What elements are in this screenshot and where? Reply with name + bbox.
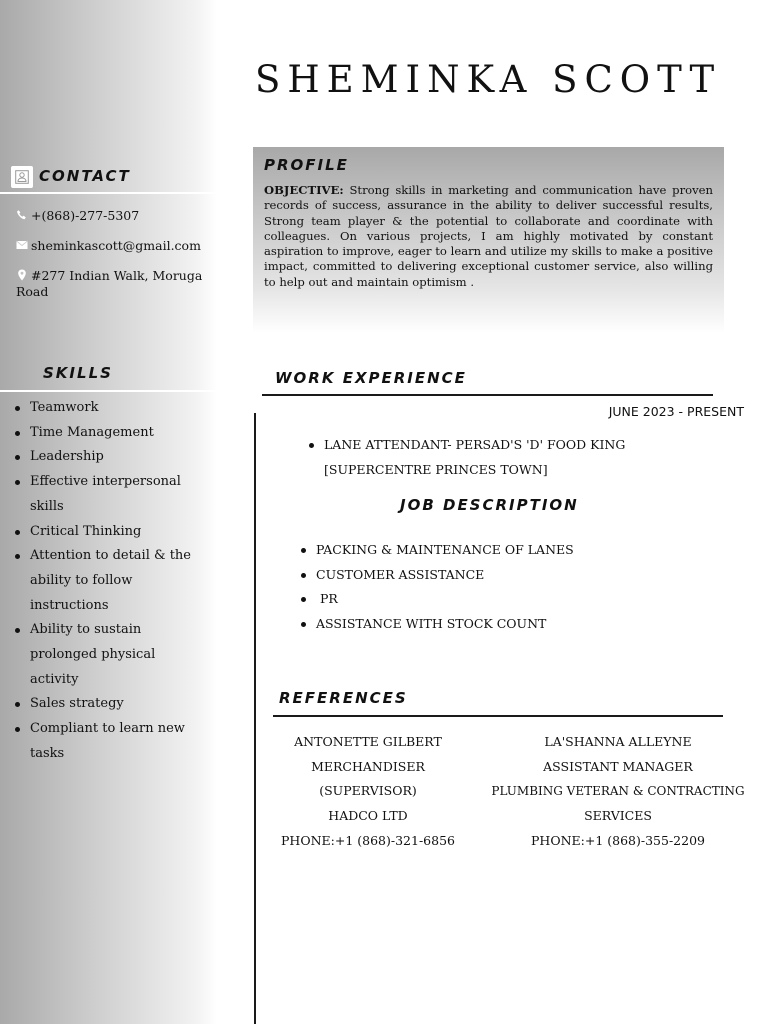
contact-email — [14, 238, 201, 254]
work-experience-heading: WORK EXPERIENCE — [275, 369, 467, 387]
contact-heading: CONTACT — [39, 167, 131, 185]
ref2-company: PLUMBING VETERAN & CONTRACTING — [491, 784, 745, 799]
skill-item: Attention to detail & the — [10, 544, 210, 569]
references-heading: REFERENCES — [279, 689, 408, 707]
profile-heading: PROFILE — [264, 156, 349, 174]
skill-item: Ability to sustain — [10, 618, 210, 643]
duty-item: PR — [298, 587, 574, 612]
ref2-phone: PHONE:+1 (868)-355-2209 — [531, 832, 705, 848]
references-divider — [273, 715, 723, 717]
skill-item-continued: tasks — [30, 745, 65, 761]
skill-item-continued: skills — [30, 498, 64, 514]
ref1-phone: PHONE:+1 (868)-321-6856 — [281, 832, 455, 848]
contact-card-icon — [11, 166, 33, 188]
duty-item: ASSISTANCE WITH STOCK COUNT — [298, 612, 574, 637]
skill-item: Sales strategy — [10, 692, 210, 717]
skill-item: Effective interpersonal — [10, 470, 210, 495]
ref2-role: ASSISTANT MANAGER — [543, 758, 693, 774]
contact-address — [14, 268, 214, 300]
reference-2 — [478, 730, 758, 854]
skill-item-continued: prolonged physical — [30, 647, 156, 663]
ref1-role: MERCHANDISER — [311, 758, 425, 774]
skills-heading: SKILLS — [43, 364, 113, 382]
skill-item: Time Management — [10, 421, 210, 446]
ref2-company-cont: SERVICES — [584, 808, 652, 824]
skill-item-continued: activity — [30, 671, 79, 687]
contact-phone — [14, 208, 139, 224]
work-experience-divider — [262, 394, 713, 396]
duty-item: CUSTOMER ASSISTANCE — [298, 563, 574, 588]
skill-item: Teamwork — [10, 396, 210, 421]
reference-1 — [268, 730, 468, 854]
email-text: sheminkascott@gmail.com — [31, 238, 201, 253]
job-date: JUNE 2023 - PRESENT — [608, 404, 744, 419]
ref1-name: ANTONETTE GILBERT — [294, 734, 442, 749]
job-description-heading: JOB DESCRIPTION — [400, 496, 579, 514]
objective-text: Strong skills in marketing and communication have proven records of success, assurance in the ability to deliver successful results, Strong team player & the potential to collaborate and coordinate with colleagues. On various projects, I am highly motivated by constant aspiration to improve, eager to learn and utilize my skills to make a positive impact, committed to delivering exceptional customer service, also willing to help out and maintain optimism . — [264, 183, 713, 289]
phone-icon — [14, 209, 29, 221]
vertical-divider — [254, 413, 256, 1024]
phone-text: +(868)-277-5307 — [31, 208, 140, 223]
duties-list — [298, 538, 574, 637]
ref1-role-detail: (SUPERVISOR) — [319, 783, 417, 799]
skill-item: Critical Thinking — [10, 520, 210, 545]
ref1-company: HADCO LTD — [328, 808, 408, 824]
mail-icon — [14, 239, 29, 251]
skill-item-continued: instructions — [30, 597, 109, 613]
skills-divider — [0, 390, 217, 392]
contact-divider — [0, 192, 217, 194]
objective-label: OBJECTIVE: — [264, 183, 344, 197]
ref2-name: LA'SHANNA ALLEYNE — [544, 734, 692, 749]
skill-item: Leadership — [10, 445, 210, 470]
position-title: LANE ATTENDANT- PERSAD'S 'D' FOOD KING [SUPERCENTRE PRINCES TOWN] — [306, 433, 625, 482]
skill-item: Compliant to learn new — [10, 717, 210, 742]
skill-item-continued: ability to follow — [30, 572, 133, 588]
address-line-1: #277 Indian Walk, Moruga — [31, 268, 203, 283]
position-list — [306, 433, 625, 482]
profile-text — [264, 183, 713, 290]
location-pin-icon — [14, 269, 29, 281]
skills-list — [10, 396, 210, 767]
resume-name: SHEMINKA SCOTT — [255, 58, 722, 101]
address-line-2: Road — [16, 284, 49, 299]
duty-item: PACKING & MAINTENANCE OF LANES — [298, 538, 574, 563]
